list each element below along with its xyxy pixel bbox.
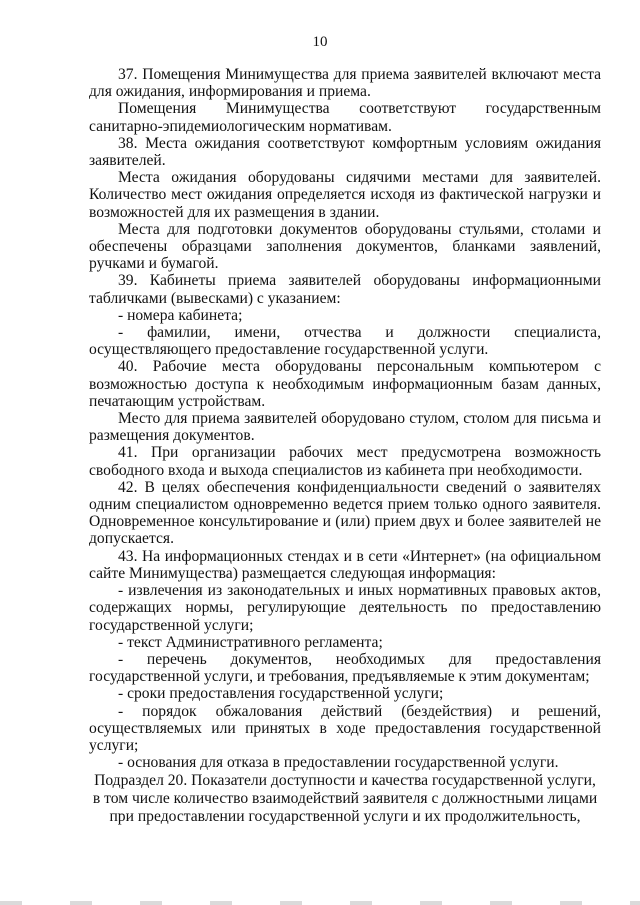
paragraph-reception-place: Место для приема заявителей оборудовано стулом, столом для письма и размещения документов.: [89, 410, 601, 445]
paragraph-38: 38. Места ожидания соответствуют комфортным условиям ожидания заявителей.: [89, 134, 601, 170]
scan-artifact: [0, 901, 640, 905]
paragraph-sanitary: Помещения Минимущества соответствуют государственным санитарно-эпидемиологическим нормативам.: [89, 100, 601, 135]
document-body: [89, 66, 601, 771]
list-item-cabinet-number: - номера кабинета;: [118, 306, 243, 324]
list-item-refusal-grounds: - основания для отказа в предоставлении государственной услуги.: [118, 754, 559, 772]
paragraph-37: 37. Помещения Минимущества для приема заявителей включают места для ожидания, информирования и приема.: [89, 66, 601, 101]
page-number: 10: [312, 34, 328, 50]
paragraph-document-prep: Места для подготовки документов оборудованы стульями, столами и обеспечены образцами заполнения документов, бланками заявлений, ручками и бумагой.: [89, 220, 601, 273]
list-item-appeal-procedure: - порядок обжалования действий (бездействия) и решений, осуществляемых или принятых в ходе предоставления государственной услуги;: [89, 702, 601, 754]
paragraph-waiting-seats: Места ожидания оборудованы сидячими местами для заявителей. Количество мест ожидания определяется исходя из фактической нагрузки и возможностей для их размещения в здании.: [89, 169, 601, 221]
paragraph-39: 39. Кабинеты приема заявителей оборудованы информационными табличками (вывесками) с указанием:: [89, 272, 601, 307]
list-item-legal-extracts: - извлечения из законодательных и иных нормативных правовых актов, содержащих нормы, регулирующие деятельность по предоставлению государственной услуги;: [89, 582, 601, 634]
list-item-documents-list: - перечень документов, необходимых для предоставления государственной услуги, и требования, предъявляемые к этим документам;: [89, 650, 601, 686]
paragraph-43: 43. На информационных стендах и в сети «Интернет» (на официальном сайте Минимущества) размещается следующая информация:: [89, 547, 601, 582]
paragraph-40: 40. Рабочие места оборудованы персональным компьютером с возможностью доступа к необходимым информационным базам данных, печатающим устройствам.: [89, 358, 601, 410]
paragraph-42: 42. В целях обеспечения конфиденциальности сведений о заявителях одним специалистом одновременно ведется прием только одного заявителя. Одновременное консультирование и (или) прием двух и более заявителей не допускается.: [89, 478, 601, 548]
list-item-service-terms: - сроки предоставления государственной услуги;: [118, 685, 444, 703]
paragraph-41: 41. При организации рабочих мест предусмотрена возможность свободного входа и выхода специалистов из кабинета при необходимости.: [89, 444, 601, 479]
list-item-regulation-text: - текст Административного регламента;: [118, 633, 383, 651]
subsection-heading: Подраздел 20. Показатели доступности и качества государственной услуги, в том числе количество взаимодействий заявителя с должностными лицами при предоставлении государственной услуги и их продолжительность,: [92, 772, 598, 825]
list-item-specialist-name: - фамилии, имени, отчества и должности специалиста, осуществляющего предоставление государственной услуги.: [89, 324, 601, 359]
